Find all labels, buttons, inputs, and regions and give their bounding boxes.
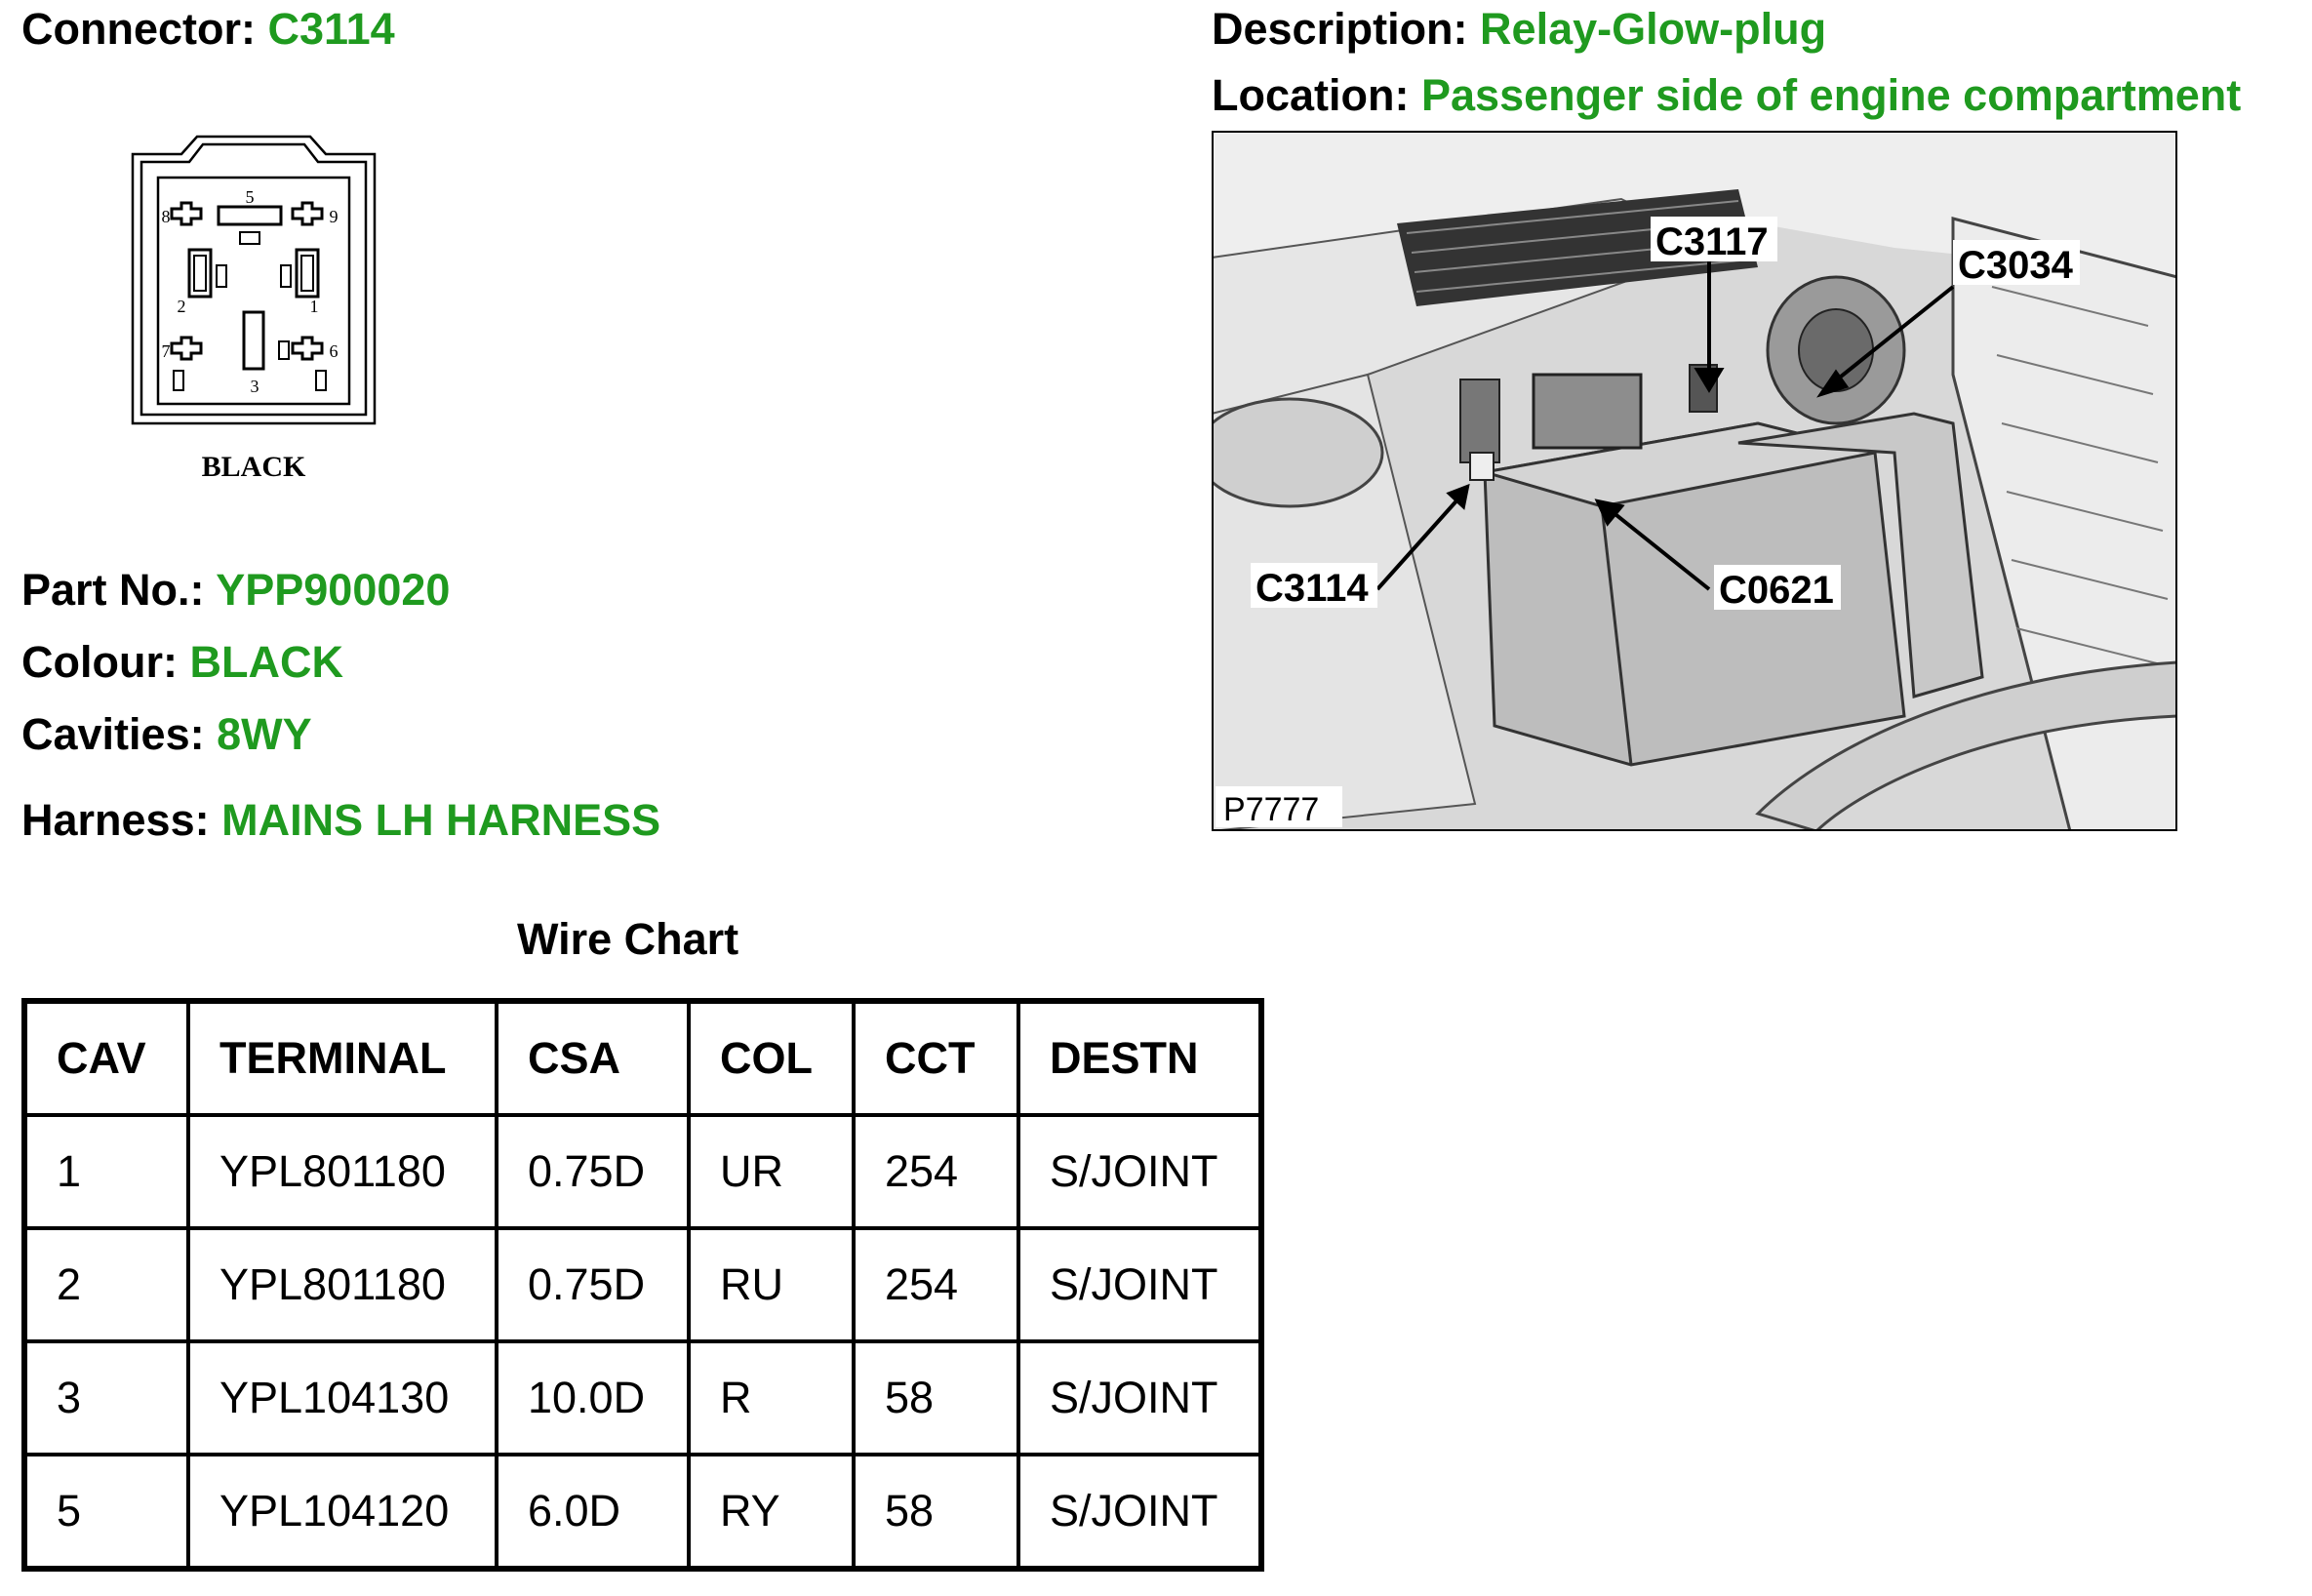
table-row <box>24 1228 1261 1341</box>
photo-callout: C3114 <box>1256 567 1369 610</box>
table-row <box>24 1341 1261 1455</box>
table-cell: RY <box>689 1455 854 1569</box>
table-cell: 3 <box>24 1341 188 1455</box>
column-header-terminal: TERMINAL <box>188 1001 497 1115</box>
cavity-number: 7 <box>161 341 171 361</box>
table-cell: 6.0D <box>497 1455 689 1569</box>
table-cell: YPL801180 <box>188 1228 497 1341</box>
table-cell: 10.0D <box>497 1341 689 1455</box>
connector-location-photo <box>1212 131 2177 831</box>
table-cell: 5 <box>24 1455 188 1569</box>
description-field <box>1212 4 1827 54</box>
table-cell: YPL801180 <box>188 1115 497 1228</box>
table-cell: 1 <box>24 1115 188 1228</box>
table-row <box>24 1115 1261 1228</box>
photo-callout: C0621 <box>1719 569 1834 612</box>
table-cell: 0.75D <box>497 1228 689 1341</box>
table-cell: R <box>689 1341 854 1455</box>
column-header-destn: DESTN <box>1018 1001 1261 1115</box>
table-cell: 0.75D <box>497 1115 689 1228</box>
cavity-number: 9 <box>329 207 339 226</box>
wire-chart-table <box>21 998 1264 1572</box>
harness-field <box>21 795 661 845</box>
table-cell: 254 <box>854 1228 1018 1341</box>
column-header-col: COL <box>689 1001 854 1115</box>
table-header-row <box>24 1001 1261 1115</box>
colour-field <box>21 637 343 687</box>
harness-value: MAINS LH HARNESS <box>221 795 661 845</box>
cavity-number: 5 <box>245 187 255 207</box>
table-cell: 254 <box>854 1115 1018 1228</box>
part-no-value: YPP900020 <box>216 565 451 615</box>
table-cell: YPL104130 <box>188 1341 497 1455</box>
connector-value: C3114 <box>267 4 395 54</box>
table-cell: S/JOINT <box>1018 1341 1261 1455</box>
harness-label: Harness: <box>21 795 210 845</box>
photo-callout: C3117 <box>1655 220 1769 263</box>
cavity-number: 3 <box>250 377 259 396</box>
colour-label: Colour: <box>21 637 178 687</box>
table-cell: S/JOINT <box>1018 1455 1261 1569</box>
column-header-cav: CAV <box>24 1001 188 1115</box>
column-header-csa: CSA <box>497 1001 689 1115</box>
description-value: Relay-Glow-plug <box>1480 4 1827 54</box>
table-cell: S/JOINT <box>1018 1115 1261 1228</box>
cavity-number: 1 <box>309 297 319 316</box>
cavities-field <box>21 709 312 759</box>
table-cell: 58 <box>854 1341 1018 1455</box>
cavity-number: 2 <box>177 297 186 316</box>
photo-reference: P7777 <box>1223 791 1320 828</box>
wire-chart-title: Wire Chart <box>517 914 739 964</box>
location-value: Passenger side of engine compartment <box>1421 70 2242 120</box>
connector-label: Connector: <box>21 4 256 54</box>
connector-face-diagram <box>125 131 384 494</box>
table-cell: RU <box>689 1228 854 1341</box>
table-cell: YPL104120 <box>188 1455 497 1569</box>
location-field <box>1212 70 2242 120</box>
cavities-label: Cavities: <box>21 709 205 759</box>
colour-value: BLACK <box>189 637 343 687</box>
column-header-cct: CCT <box>854 1001 1018 1115</box>
cavity-number: 6 <box>329 341 339 361</box>
connector-colour-label: BLACK <box>201 451 306 483</box>
part-no-label: Part No.: <box>21 565 205 615</box>
location-label: Location: <box>1212 70 1410 120</box>
table-cell: 2 <box>24 1228 188 1341</box>
part-no-field <box>21 565 451 615</box>
table-cell: 58 <box>854 1455 1018 1569</box>
connector-field <box>21 4 395 54</box>
table-cell: S/JOINT <box>1018 1228 1261 1341</box>
cavities-value: 8WY <box>217 709 312 759</box>
table-row <box>24 1455 1261 1569</box>
table-cell: UR <box>689 1115 854 1228</box>
cavity-number: 8 <box>161 207 171 226</box>
photo-callout: C3034 <box>1958 244 2073 287</box>
description-label: Description: <box>1212 4 1468 54</box>
